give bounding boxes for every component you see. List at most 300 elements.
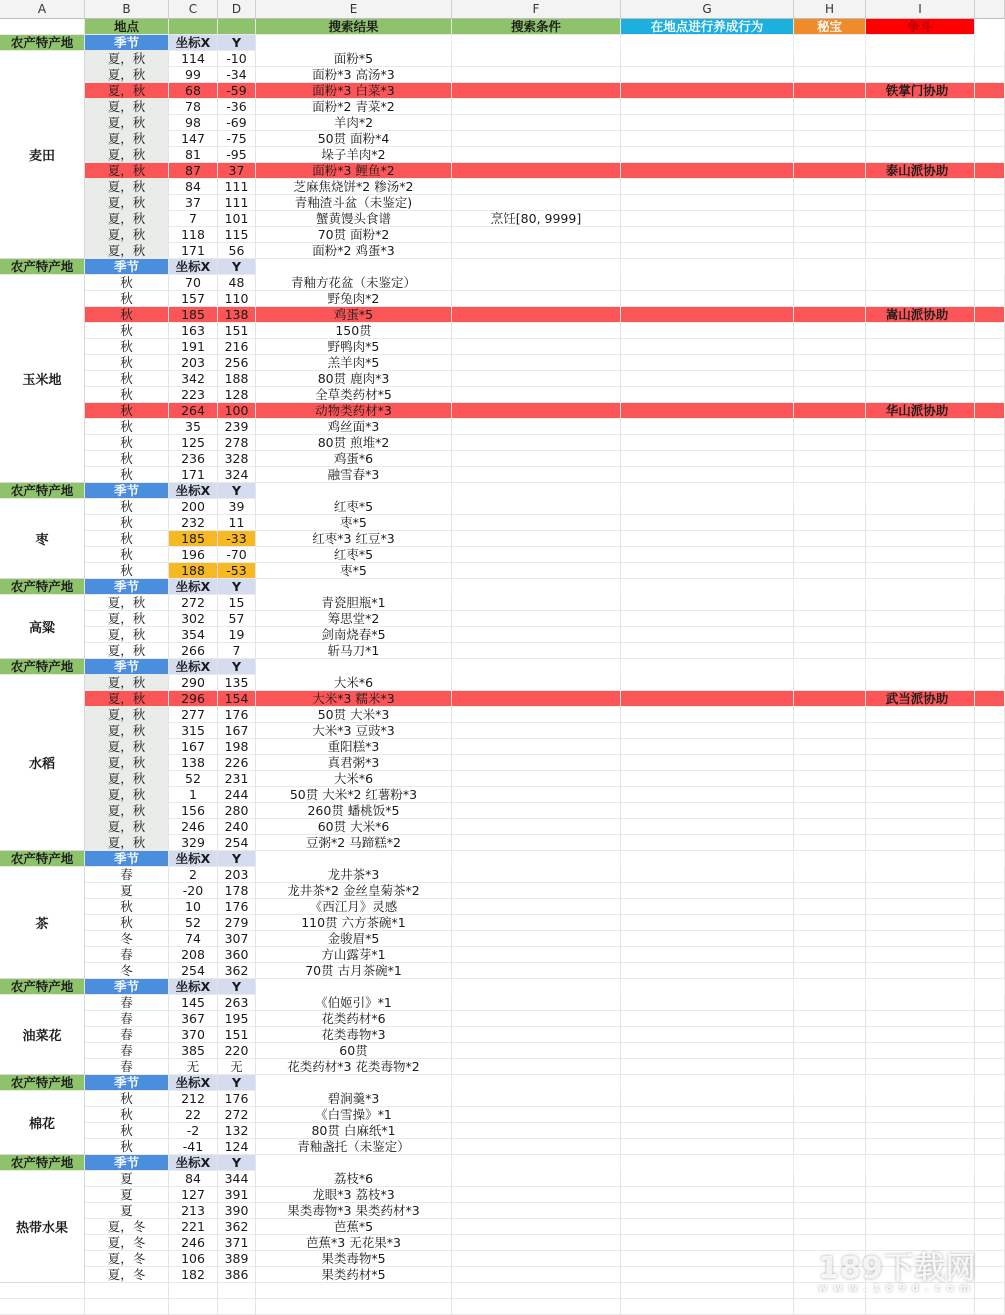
treasure-cell[interactable]	[794, 611, 866, 627]
coord-y-cell[interactable]: 386	[218, 1267, 256, 1283]
result-cell[interactable]: 斩马刀*1	[256, 643, 452, 659]
action-cell[interactable]	[621, 323, 794, 339]
condition-cell[interactable]	[452, 291, 621, 307]
season-cell[interactable]: 秋	[85, 403, 169, 419]
season-cell[interactable]: 夏，秋	[85, 67, 169, 83]
empty-cell[interactable]	[975, 211, 1005, 227]
result-cell[interactable]: 龙井茶*2 金丝皇菊茶*2	[256, 883, 452, 899]
coord-x-cell[interactable]: 145	[169, 995, 218, 1011]
area-label-5[interactable]: 茶	[0, 867, 85, 979]
treasure-cell[interactable]	[794, 291, 866, 307]
season-cell[interactable]: 春	[85, 1027, 169, 1043]
empty-cell[interactable]	[975, 867, 1005, 883]
coord-x-cell[interactable]: 171	[169, 243, 218, 259]
season-cell[interactable]: 夏，秋	[85, 83, 169, 99]
coord-y-cell[interactable]: 11	[218, 515, 256, 531]
result-cell[interactable]: 果类毒物*5	[256, 1251, 452, 1267]
action-cell[interactable]	[621, 1043, 794, 1059]
condition-cell[interactable]	[452, 163, 621, 179]
condition-cell[interactable]	[452, 691, 621, 707]
empty-cell[interactable]	[169, 1299, 218, 1315]
coord-y-cell[interactable]: -70	[218, 547, 256, 563]
empty-cell[interactable]	[975, 1171, 1005, 1187]
result-cell[interactable]: 剑南烧春*5	[256, 627, 452, 643]
subheader-season[interactable]: 季节	[85, 1155, 169, 1171]
season-cell[interactable]: 春	[85, 867, 169, 883]
condition-cell[interactable]	[452, 195, 621, 211]
empty-cell[interactable]	[975, 995, 1005, 1011]
season-cell[interactable]: 夏，冬	[85, 1251, 169, 1267]
treasure-cell[interactable]	[794, 995, 866, 1011]
fight-cell[interactable]	[866, 227, 975, 243]
subheader-area[interactable]: 农产特产地	[0, 579, 85, 595]
season-cell[interactable]: 夏，秋	[85, 787, 169, 803]
season-cell[interactable]: 秋	[85, 307, 169, 323]
treasure-cell[interactable]	[794, 339, 866, 355]
condition-cell[interactable]	[452, 835, 621, 851]
coord-y-cell[interactable]: 344	[218, 1171, 256, 1187]
subheader-x[interactable]: 坐标X	[169, 851, 218, 867]
result-cell[interactable]: 青釉盏托（未鉴定）	[256, 1139, 452, 1155]
fight-cell[interactable]	[866, 99, 975, 115]
result-cell[interactable]: 70贯 面粉*2	[256, 227, 452, 243]
season-cell[interactable]: 秋	[85, 547, 169, 563]
treasure-cell[interactable]	[794, 675, 866, 691]
empty-cell[interactable]	[975, 99, 1005, 115]
subheader-x[interactable]: 坐标X	[169, 579, 218, 595]
empty-cell[interactable]	[218, 1283, 256, 1299]
condition-cell[interactable]	[452, 499, 621, 515]
empty-cell[interactable]	[975, 931, 1005, 947]
action-cell[interactable]	[621, 627, 794, 643]
empty-cell[interactable]	[975, 899, 1005, 915]
empty-cell[interactable]	[975, 547, 1005, 563]
empty-cell[interactable]	[975, 883, 1005, 899]
column-header-a[interactable]: A	[0, 0, 85, 19]
fight-cell[interactable]	[866, 243, 975, 259]
column-header-h[interactable]: H	[794, 0, 866, 19]
result-cell[interactable]: 50贯 大米*3	[256, 707, 452, 723]
subheader-area[interactable]: 农产特产地	[0, 1075, 85, 1091]
coord-y-cell[interactable]: 100	[218, 403, 256, 419]
coord-x-cell[interactable]: 200	[169, 499, 218, 515]
fight-cell[interactable]: 铁掌门协助	[866, 83, 975, 99]
condition-cell[interactable]	[452, 531, 621, 547]
area-label-1[interactable]: 玉米地	[0, 275, 85, 483]
empty-cell[interactable]	[975, 371, 1005, 387]
result-cell[interactable]: 荔枝*6	[256, 1171, 452, 1187]
fight-cell[interactable]	[866, 995, 975, 1011]
action-cell[interactable]	[621, 451, 794, 467]
condition-cell[interactable]	[452, 931, 621, 947]
fight-cell[interactable]	[866, 963, 975, 979]
area-label-0[interactable]: 麦田	[0, 51, 85, 259]
season-cell[interactable]: 夏，秋	[85, 675, 169, 691]
empty-cell[interactable]	[975, 1219, 1005, 1235]
action-cell[interactable]	[621, 387, 794, 403]
coord-x-cell[interactable]: 78	[169, 99, 218, 115]
action-cell[interactable]	[621, 755, 794, 771]
empty-cell[interactable]	[975, 339, 1005, 355]
action-cell[interactable]	[621, 67, 794, 83]
action-cell[interactable]	[621, 915, 794, 931]
treasure-cell[interactable]	[794, 499, 866, 515]
coord-x-cell[interactable]: 329	[169, 835, 218, 851]
action-cell[interactable]	[621, 787, 794, 803]
result-cell[interactable]: 羊肉*2	[256, 115, 452, 131]
empty-cell[interactable]	[975, 275, 1005, 291]
action-cell[interactable]	[621, 1123, 794, 1139]
coord-y-cell[interactable]: 216	[218, 339, 256, 355]
condition-cell[interactable]	[452, 643, 621, 659]
result-cell[interactable]: 枣*5	[256, 563, 452, 579]
coord-x-cell[interactable]: 185	[169, 531, 218, 547]
result-cell[interactable]: 50贯 面粉*4	[256, 131, 452, 147]
treasure-cell[interactable]	[794, 643, 866, 659]
fight-cell[interactable]	[866, 675, 975, 691]
result-cell[interactable]: 面粉*3 鲤鱼*2	[256, 163, 452, 179]
fight-cell[interactable]	[866, 1219, 975, 1235]
treasure-cell[interactable]	[794, 1027, 866, 1043]
action-cell[interactable]	[621, 83, 794, 99]
season-cell[interactable]: 夏，秋	[85, 195, 169, 211]
subheader-y[interactable]: Y	[218, 851, 256, 867]
treasure-cell[interactable]	[794, 627, 866, 643]
action-cell[interactable]	[621, 99, 794, 115]
fight-cell[interactable]	[866, 291, 975, 307]
action-cell[interactable]	[621, 467, 794, 483]
empty-cell[interactable]	[975, 51, 1005, 67]
coord-x-cell[interactable]: 84	[169, 1171, 218, 1187]
coord-x-cell[interactable]: 52	[169, 915, 218, 931]
season-cell[interactable]: 夏，秋	[85, 51, 169, 67]
coord-y-cell[interactable]: -53	[218, 563, 256, 579]
season-cell[interactable]: 夏，秋	[85, 627, 169, 643]
result-cell[interactable]: 果类药材*5	[256, 1267, 452, 1283]
season-cell[interactable]: 夏，秋	[85, 771, 169, 787]
coord-x-cell[interactable]: 106	[169, 1251, 218, 1267]
empty-cell[interactable]	[975, 803, 1005, 819]
coord-y-cell[interactable]: 188	[218, 371, 256, 387]
empty-cell[interactable]	[975, 627, 1005, 643]
coord-x-cell[interactable]: 70	[169, 275, 218, 291]
season-cell[interactable]: 夏，秋	[85, 691, 169, 707]
result-cell[interactable]: 动物类药材*3	[256, 403, 452, 419]
season-cell[interactable]: 秋	[85, 435, 169, 451]
season-cell[interactable]: 春	[85, 947, 169, 963]
coord-y-cell[interactable]: 279	[218, 915, 256, 931]
treasure-cell[interactable]	[794, 883, 866, 899]
condition-cell[interactable]	[452, 755, 621, 771]
fight-cell[interactable]	[866, 1203, 975, 1219]
season-cell[interactable]: 夏	[85, 883, 169, 899]
season-cell[interactable]: 夏，秋	[85, 819, 169, 835]
fight-cell[interactable]	[866, 723, 975, 739]
coord-x-cell[interactable]: 196	[169, 547, 218, 563]
coord-x-cell[interactable]: 118	[169, 227, 218, 243]
treasure-cell[interactable]	[794, 115, 866, 131]
coord-y-cell[interactable]: 176	[218, 899, 256, 915]
empty-cell[interactable]	[975, 1027, 1005, 1043]
action-cell[interactable]	[621, 867, 794, 883]
result-cell[interactable]: 110贯 六方茶碗*1	[256, 915, 452, 931]
result-cell[interactable]: 花类药材*3 花类毒物*2	[256, 1059, 452, 1075]
empty-cell[interactable]	[975, 563, 1005, 579]
treasure-cell[interactable]	[794, 771, 866, 787]
empty-cell[interactable]	[975, 819, 1005, 835]
result-cell[interactable]: 全草类药材*5	[256, 387, 452, 403]
treasure-cell[interactable]	[794, 867, 866, 883]
coord-x-cell[interactable]: 188	[169, 563, 218, 579]
result-cell[interactable]: 垛子羊肉*2	[256, 147, 452, 163]
fight-cell[interactable]	[866, 755, 975, 771]
coord-y-cell[interactable]: 263	[218, 995, 256, 1011]
coord-y-cell[interactable]: 110	[218, 291, 256, 307]
condition-cell[interactable]	[452, 515, 621, 531]
treasure-cell[interactable]	[794, 755, 866, 771]
result-cell[interactable]: 《白雪操》*1	[256, 1107, 452, 1123]
coord-y-cell[interactable]: 101	[218, 211, 256, 227]
coord-y-cell[interactable]: 132	[218, 1123, 256, 1139]
action-cell[interactable]	[621, 1171, 794, 1187]
empty-cell[interactable]	[975, 835, 1005, 851]
coord-y-cell[interactable]: -34	[218, 67, 256, 83]
action-cell[interactable]	[621, 179, 794, 195]
coord-x-cell[interactable]: 171	[169, 467, 218, 483]
coord-x-cell[interactable]: 10	[169, 899, 218, 915]
result-cell[interactable]: 80贯 煎堆*2	[256, 435, 452, 451]
action-cell[interactable]	[621, 675, 794, 691]
season-cell[interactable]: 秋	[85, 467, 169, 483]
coord-y-cell[interactable]: -69	[218, 115, 256, 131]
coord-y-cell[interactable]: 240	[218, 819, 256, 835]
condition-cell[interactable]	[452, 595, 621, 611]
condition-cell[interactable]	[452, 1139, 621, 1155]
action-cell[interactable]	[621, 51, 794, 67]
empty-cell[interactable]	[621, 1283, 794, 1299]
subheader-y[interactable]: Y	[218, 979, 256, 995]
action-cell[interactable]	[621, 899, 794, 915]
subheader-y[interactable]: Y	[218, 483, 256, 499]
coord-y-cell[interactable]: 231	[218, 771, 256, 787]
result-cell[interactable]: 芝麻焦烧饼*2 糁汤*2	[256, 179, 452, 195]
coord-x-cell[interactable]: 35	[169, 419, 218, 435]
action-cell[interactable]	[621, 547, 794, 563]
result-cell[interactable]: 花类毒物*3	[256, 1027, 452, 1043]
treasure-cell[interactable]	[794, 1187, 866, 1203]
empty-cell[interactable]	[975, 1043, 1005, 1059]
coord-x-cell[interactable]: 185	[169, 307, 218, 323]
result-cell[interactable]: 红枣*5	[256, 547, 452, 563]
empty-cell[interactable]	[975, 515, 1005, 531]
area-label-8[interactable]: 热带水果	[0, 1171, 85, 1283]
fight-cell[interactable]	[866, 499, 975, 515]
condition-cell[interactable]	[452, 435, 621, 451]
season-cell[interactable]: 秋	[85, 339, 169, 355]
condition-cell[interactable]	[452, 1251, 621, 1267]
empty-cell[interactable]	[975, 787, 1005, 803]
treasure-cell[interactable]	[794, 435, 866, 451]
condition-cell[interactable]	[452, 883, 621, 899]
condition-cell[interactable]	[452, 1059, 621, 1075]
empty-cell[interactable]	[975, 691, 1005, 707]
coord-x-cell[interactable]: 182	[169, 1267, 218, 1283]
empty-cell[interactable]	[975, 595, 1005, 611]
treasure-cell[interactable]	[794, 787, 866, 803]
condition-cell[interactable]	[452, 83, 621, 99]
coord-y-cell[interactable]: 154	[218, 691, 256, 707]
action-cell[interactable]	[621, 243, 794, 259]
fight-cell[interactable]	[866, 1139, 975, 1155]
result-cell[interactable]: 方山露芽*1	[256, 947, 452, 963]
condition-cell[interactable]	[452, 627, 621, 643]
treasure-cell[interactable]	[794, 163, 866, 179]
fight-cell[interactable]	[866, 131, 975, 147]
condition-cell[interactable]	[452, 1123, 621, 1139]
action-cell[interactable]	[621, 947, 794, 963]
season-cell[interactable]: 夏，秋	[85, 163, 169, 179]
result-cell[interactable]: 芭蕉*5	[256, 1219, 452, 1235]
fight-cell[interactable]	[866, 339, 975, 355]
season-cell[interactable]: 秋	[85, 563, 169, 579]
condition-cell[interactable]	[452, 387, 621, 403]
fight-cell[interactable]	[866, 451, 975, 467]
action-cell[interactable]	[621, 771, 794, 787]
fight-cell[interactable]	[866, 947, 975, 963]
action-cell[interactable]	[621, 595, 794, 611]
header-g[interactable]: 在地点进行养成行为	[621, 19, 794, 35]
coord-y-cell[interactable]: -95	[218, 147, 256, 163]
subheader-y[interactable]: Y	[218, 1075, 256, 1091]
coord-x-cell[interactable]: 167	[169, 739, 218, 755]
action-cell[interactable]	[621, 531, 794, 547]
action-cell[interactable]	[621, 515, 794, 531]
coord-x-cell[interactable]: 264	[169, 403, 218, 419]
result-cell[interactable]: 80贯 白麻纸*1	[256, 1123, 452, 1139]
fight-cell[interactable]	[866, 1027, 975, 1043]
empty-cell[interactable]	[975, 419, 1005, 435]
condition-cell[interactable]	[452, 739, 621, 755]
subheader-x[interactable]: 坐标X	[169, 259, 218, 275]
treasure-cell[interactable]	[794, 739, 866, 755]
fight-cell[interactable]	[866, 275, 975, 291]
fight-cell[interactable]	[866, 467, 975, 483]
empty-cell[interactable]	[975, 1107, 1005, 1123]
coord-y-cell[interactable]: 111	[218, 195, 256, 211]
fight-cell[interactable]	[866, 771, 975, 787]
coord-y-cell[interactable]: 389	[218, 1251, 256, 1267]
coord-y-cell[interactable]: 167	[218, 723, 256, 739]
result-cell[interactable]: 70贯 古月茶碗*1	[256, 963, 452, 979]
action-cell[interactable]	[621, 1219, 794, 1235]
treasure-cell[interactable]	[794, 307, 866, 323]
treasure-cell[interactable]	[794, 387, 866, 403]
header-i[interactable]: 争斗	[866, 19, 975, 35]
coord-x-cell[interactable]: 277	[169, 707, 218, 723]
treasure-cell[interactable]	[794, 803, 866, 819]
empty-cell[interactable]	[975, 227, 1005, 243]
coord-y-cell[interactable]: 390	[218, 1203, 256, 1219]
empty-cell[interactable]	[975, 643, 1005, 659]
coord-y-cell[interactable]: 226	[218, 755, 256, 771]
treasure-cell[interactable]	[794, 819, 866, 835]
area-label-6[interactable]: 油菜花	[0, 995, 85, 1075]
fight-cell[interactable]: 武当派协助	[866, 691, 975, 707]
coord-y-cell[interactable]: 111	[218, 179, 256, 195]
empty-cell[interactable]	[975, 115, 1005, 131]
empty-cell[interactable]	[452, 1283, 621, 1299]
season-cell[interactable]: 秋	[85, 291, 169, 307]
area-label-4[interactable]: 水稻	[0, 675, 85, 851]
coord-x-cell[interactable]: 212	[169, 1091, 218, 1107]
result-cell[interactable]: 金骏眉*5	[256, 931, 452, 947]
subheader-area[interactable]: 农产特产地	[0, 659, 85, 675]
coord-y-cell[interactable]: 39	[218, 499, 256, 515]
treasure-cell[interactable]	[794, 275, 866, 291]
area-label-7[interactable]: 棉花	[0, 1091, 85, 1155]
coord-y-cell[interactable]: 254	[218, 835, 256, 851]
column-header-f[interactable]: F	[452, 0, 621, 19]
empty-cell[interactable]	[256, 1283, 452, 1299]
empty-cell[interactable]	[975, 963, 1005, 979]
action-cell[interactable]	[621, 211, 794, 227]
coord-x-cell[interactable]: 223	[169, 387, 218, 403]
result-cell[interactable]: 大米*3 糯米*3	[256, 691, 452, 707]
result-cell[interactable]: 60贯	[256, 1043, 452, 1059]
fight-cell[interactable]	[866, 115, 975, 131]
coord-y-cell[interactable]: 37	[218, 163, 256, 179]
subheader-x[interactable]: 坐标X	[169, 35, 218, 51]
treasure-cell[interactable]	[794, 419, 866, 435]
season-cell[interactable]: 夏，秋	[85, 115, 169, 131]
fight-cell[interactable]	[866, 787, 975, 803]
condition-cell[interactable]	[452, 451, 621, 467]
action-cell[interactable]	[621, 1187, 794, 1203]
coord-x-cell[interactable]: 147	[169, 131, 218, 147]
fight-cell[interactable]	[866, 67, 975, 83]
season-cell[interactable]: 夏，秋	[85, 179, 169, 195]
result-cell[interactable]: 青瓷胆瓶*1	[256, 595, 452, 611]
result-cell[interactable]: 面粉*5	[256, 51, 452, 67]
subheader-season[interactable]: 季节	[85, 259, 169, 275]
empty-cell[interactable]	[0, 1299, 85, 1315]
treasure-cell[interactable]	[794, 51, 866, 67]
action-cell[interactable]	[621, 723, 794, 739]
coord-x-cell[interactable]: 203	[169, 355, 218, 371]
result-cell[interactable]: 大米*3 豆豉*3	[256, 723, 452, 739]
coord-y-cell[interactable]: 324	[218, 467, 256, 483]
action-cell[interactable]	[621, 355, 794, 371]
result-cell[interactable]: 羔羊肉*5	[256, 355, 452, 371]
condition-cell[interactable]	[452, 819, 621, 835]
season-cell[interactable]: 秋	[85, 1107, 169, 1123]
coord-y-cell[interactable]: 195	[218, 1011, 256, 1027]
header-cell-d[interactable]	[218, 19, 256, 35]
subheader-y[interactable]: Y	[218, 259, 256, 275]
season-cell[interactable]: 夏，秋	[85, 147, 169, 163]
action-cell[interactable]	[621, 739, 794, 755]
fight-cell[interactable]	[866, 1123, 975, 1139]
fight-cell[interactable]	[866, 547, 975, 563]
result-cell[interactable]: 龙井茶*3	[256, 867, 452, 883]
empty-cell[interactable]	[975, 243, 1005, 259]
season-cell[interactable]: 春	[85, 1043, 169, 1059]
action-cell[interactable]	[621, 419, 794, 435]
coord-x-cell[interactable]: 无	[169, 1059, 218, 1075]
action-cell[interactable]	[621, 995, 794, 1011]
result-cell[interactable]: 60贯 大米*6	[256, 819, 452, 835]
empty-cell[interactable]	[975, 179, 1005, 195]
